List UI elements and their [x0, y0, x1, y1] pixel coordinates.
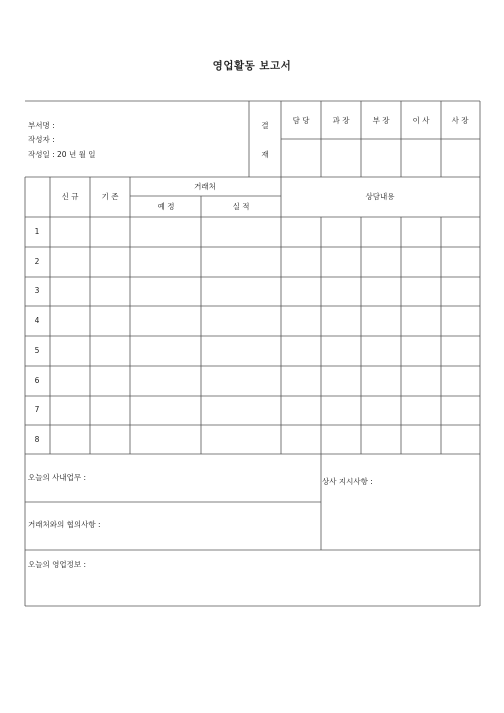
sales-info-label: 오늘의 영업정보 :	[28, 560, 87, 569]
row-number: 4	[34, 316, 40, 325]
author-label: 작성자 :	[28, 135, 55, 144]
page-title: 영업활동 보고서	[212, 60, 292, 72]
supervisor-instructions-label: 상사 지시사항 :	[322, 477, 373, 486]
date-label: 작성일 : 20 년 월 일	[28, 150, 96, 159]
client-discussion-label: 거래처와의 협의사항 :	[28, 520, 101, 529]
col-planned-header: 예 정	[157, 202, 175, 211]
approval-label-bottom: 재	[261, 150, 269, 159]
row-number: 8	[34, 435, 40, 444]
col-actual-header: 실 적	[232, 202, 250, 211]
dept-label: 부서명 :	[28, 121, 55, 130]
row-number: 1	[34, 227, 40, 236]
col-client-header: 거래처	[194, 182, 216, 191]
internal-work-label: 오늘의 사내업무 :	[28, 473, 87, 482]
col-new-header: 신 규	[61, 192, 79, 201]
row-number: 7	[34, 405, 40, 414]
row-number: 5	[34, 346, 40, 355]
col-consult-header: 상담내용	[365, 192, 395, 201]
role-department-head: 부 장	[372, 116, 390, 125]
role-director: 이 사	[412, 116, 430, 125]
col-existing-header: 기 존	[101, 192, 119, 201]
row-number: 3	[34, 286, 40, 295]
role-president: 사 장	[451, 116, 469, 125]
row-number: 2	[34, 257, 40, 266]
role-section-chief: 과 장	[332, 116, 350, 125]
role-manager: 담 당	[292, 116, 310, 125]
approval-label-top: 결	[261, 121, 269, 130]
row-number: 6	[34, 376, 40, 385]
